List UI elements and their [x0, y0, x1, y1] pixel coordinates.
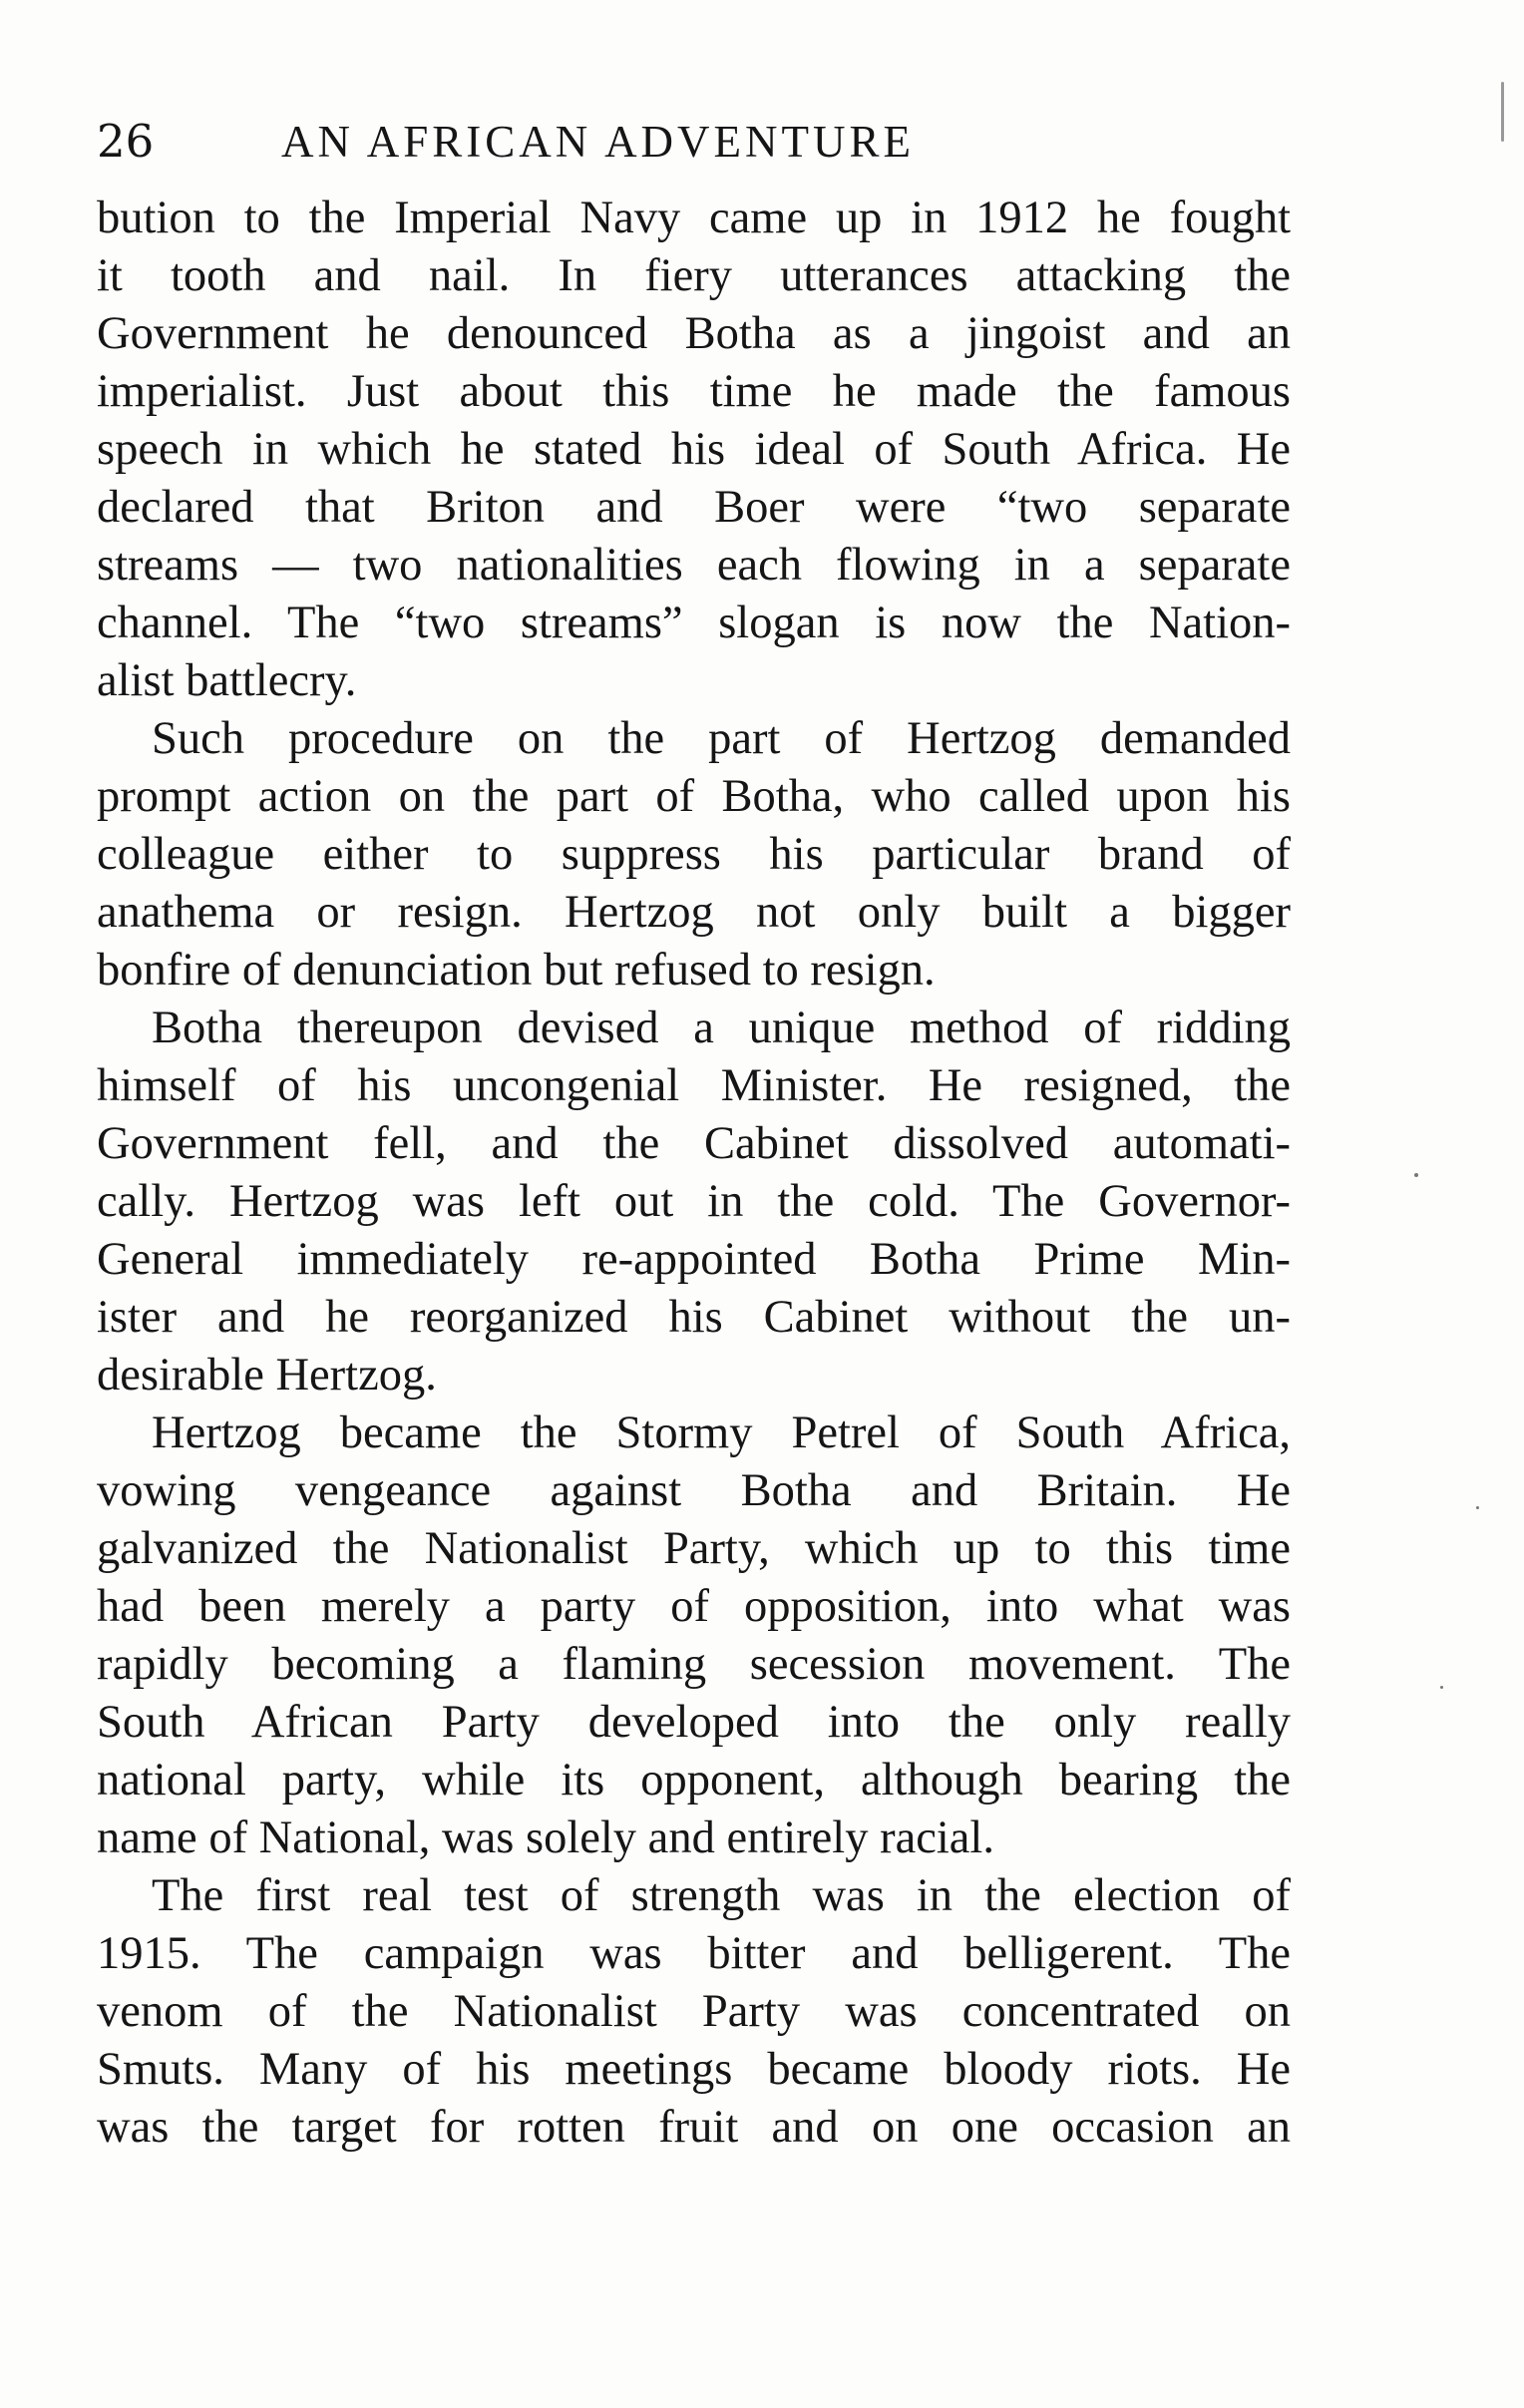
paragraph [97, 1000, 1291, 1405]
text-line: bution to the Imperial Navy came up in 1912 he fought [97, 193, 1291, 243]
body-text [97, 190, 1291, 2157]
text-line: The first real test of strength was in the election of [152, 1870, 1291, 1921]
text-line: Hertzog became the Stormy Petrel of South Africa, [152, 1407, 1291, 1458]
text-line: Government he denounced Botha as a jingoist and an [97, 308, 1291, 359]
paragraph [97, 1405, 1291, 1867]
text-line: colleague either to suppress his particular brand of [97, 829, 1291, 880]
running-head-title: AN AFRICAN ADVENTURE [281, 117, 916, 167]
paragraph [97, 710, 1291, 1000]
text-line: rapidly becoming a flaming secession movement. The [97, 1639, 1291, 1690]
text-line: venom of the Nationalist Party was concentrated on [97, 1986, 1291, 2037]
text-line: General immediately re-appointed Botha Prime Min- [97, 1234, 1291, 1285]
text-line: alist battlecry. [97, 655, 357, 706]
text-line: declared that Briton and Boer were “two separate [97, 482, 1291, 533]
text-line: anathema or resign. Hertzog not only built a bigger [97, 887, 1291, 938]
text-line: speech in which he stated his ideal of South Africa. He [97, 424, 1291, 475]
scan-speck [1501, 82, 1504, 142]
text-line: prompt action on the part of Botha, who called upon his [97, 771, 1291, 822]
text-line: name of National, was solely and entirely racial. [97, 1812, 994, 1863]
text-line: was the target for rotten fruit and on one occasion an [97, 2102, 1291, 2153]
text-line: it tooth and nail. In fiery utterances attacking the [97, 250, 1291, 301]
page-number: 26 [97, 115, 155, 168]
text-line: himself of his uncongenial Minister. He resigned, the [97, 1060, 1291, 1111]
text-line: Botha thereupon devised a unique method of ridding [152, 1003, 1291, 1053]
text-line: imperialist. Just about this time he made the famous [97, 366, 1291, 417]
text-line: South African Party developed into the only really [97, 1697, 1291, 1748]
scan-speck [1414, 1173, 1418, 1177]
scan-speck [1476, 1506, 1479, 1509]
text-line: had been merely a party of opposition, into what was [97, 1581, 1291, 1632]
text-line: 1915. The campaign was bitter and belligerent. The [97, 1928, 1291, 1979]
text-line: Smuts. Many of his meetings became bloody riots. He [97, 2044, 1291, 2095]
text-line: vowing vengeance against Botha and Britain. He [97, 1465, 1291, 1516]
text-line: bonfire of denunciation but refused to resign. [97, 945, 936, 996]
text-line: streams — two nationalities each flowing in a separate [97, 540, 1291, 591]
text-line: Government fell, and the Cabinet dissolved automati- [97, 1118, 1291, 1169]
text-line: desirable Hertzog. [97, 1350, 437, 1401]
text-line: national party, while its opponent, although bearing the [97, 1755, 1291, 1806]
text-line: ister and he reorganized his Cabinet without the un- [97, 1292, 1291, 1343]
paragraph [97, 1867, 1291, 2157]
text-line: cally. Hertzog was left out in the cold. The Governor- [97, 1176, 1291, 1227]
text-line: galvanized the Nationalist Party, which up to this time [97, 1523, 1291, 1574]
running-head [97, 112, 1294, 172]
text-line: channel. The “two streams” slogan is now the Nation- [97, 598, 1291, 648]
text-line: Such procedure on the part of Hertzog demanded [152, 713, 1291, 764]
paragraph [97, 190, 1291, 710]
scan-speck [1440, 1686, 1443, 1689]
